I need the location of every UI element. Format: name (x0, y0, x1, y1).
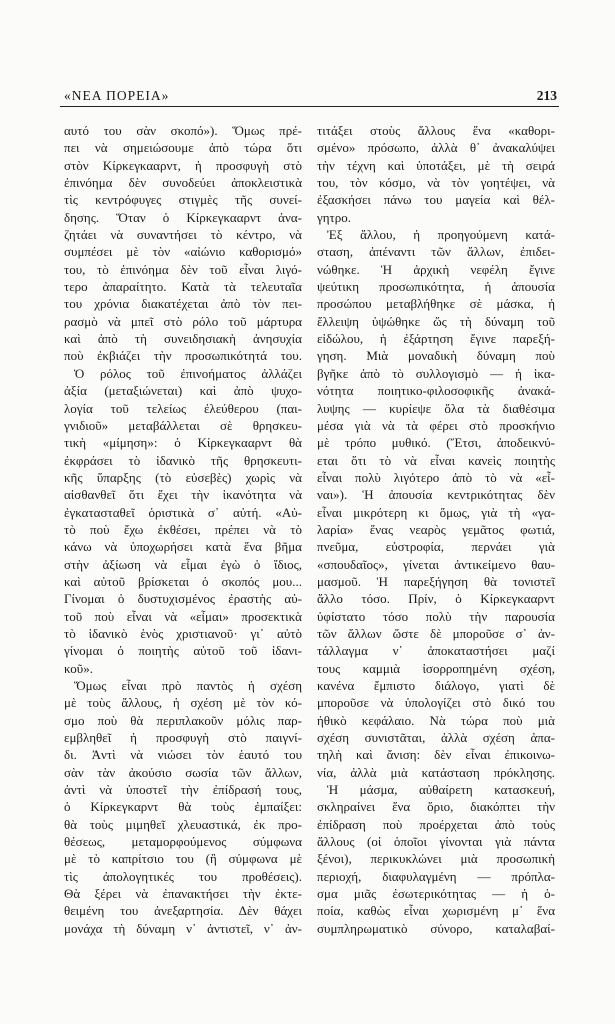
text-line: σκληραίνει ἕνα ὅριο, διακόπτει τὴν (317, 799, 555, 815)
text-line: ναι»). Ἡ ἀπουσία κεντρικότητας δὲν (317, 487, 555, 503)
text-line: γνιδιοῦ» μεταβάλλεται σὲ θρησκευ- (64, 417, 302, 433)
text-line: ξένοι), περικυκλώνει μιὰ προσωπικὴ (317, 851, 555, 867)
text-line: περιοχή, διαφυλαγμένη — πρόπλα- (317, 868, 555, 884)
text-line: βγῆκε ἀπὸ τὸ συλλογισμὸ — ἡ ἱκα- (317, 365, 555, 381)
text-line: λαρία» ἕνας νεαρὸς γεμᾶτος φωτιά, (317, 521, 555, 537)
text-line: θὰ τοὺς μιμηθεῖ χλευαστικά, ἐκ προ- (64, 816, 302, 832)
text-line: τους καμμιὰ ἰσορροπημένη σχέση, (317, 660, 555, 676)
right-text-column (317, 122, 555, 937)
text-line: ἀντὶ νὰ ὑποστεῖ τὴν ἐπίδρασή τους, (64, 782, 302, 798)
text-line: Ἐξ ἄλλου, ἡ προηγούμενη κατά- (327, 227, 555, 243)
text-line: ἄλλους (οἱ ὁποῖοι γίνονται γιὰ πάντα (317, 834, 555, 850)
text-line: τερο ἀπαραίτητο. Κατὰ τὰ τελευταῖα (64, 279, 302, 295)
text-line: στὴν ἀξίωση νὰ εἶμαι ἐγὼ ὁ ἴδιος, (64, 556, 302, 572)
text-line: ἔλλειψη ὑψώθηκε ὥς τὴ δύναμη τοῦ (317, 313, 555, 329)
text-line: γίνομαι ὁ ποιητὴς αὐτοῦ τοῦ ἰδανι- (64, 643, 302, 659)
text-line: τὶς ἀπολογητικές του προθέσεις). (64, 868, 302, 884)
page-number: 213 (536, 88, 557, 103)
text-line: κανένα ἔμπιστο διάλογο, γιατὶ δὲ (317, 678, 555, 693)
text-line: δησης. Ὅταν ὁ Κίρκεγκααρντ ἀνα- (64, 209, 302, 225)
text-line: θέσεως, μεταμορφούμενος σύμφωνα (64, 834, 302, 850)
text-line: Ὅμως εἶναι πρὸ παντὸς ἡ σχέση (74, 678, 302, 693)
text-line: του χρόνια διακατέχεται ἀπὸ τὸν πει- (64, 296, 302, 312)
text-line: ἐπινόημα δὲν συνοδεύει ἀποκλειστικὰ (64, 175, 302, 191)
text-line: λογία τοῦ τελείως ἐλεύθερου (παι- (64, 400, 302, 416)
text-line: εται ὅτι τὸ νὰ εἶναι κανεὶς ποιητὴς (317, 452, 555, 468)
text-line: ἀξία (μεταξιώνεται) καὶ ἀπὸ ψυχο- (64, 383, 302, 399)
text-line: ἐξασκήσει πάνω του μαγεία καὶ θέλ- (317, 192, 555, 208)
text-line: «σπουδαῖος», γίνεται ἀντικείμενο θαυ- (317, 556, 555, 572)
text-line: ἄλλο τόσο. Πρίν, ὁ Κίρκεγκααρντ (317, 591, 555, 607)
text-line: τὸ ποὺ ἔχω ἐκθέσει, πρέπει νὰ τὸ (64, 521, 302, 537)
text-line: κοῦ». (64, 660, 93, 676)
text-line: μὲ τρόπο μυθικό. (Ἔτσι, ἀποδεικνύ- (317, 435, 555, 451)
text-line: ἐγκατασταθεῖ ὁριστικὰ σ᾽ αὐτή. «Αὐ- (64, 504, 302, 520)
text-line: καὶ ἀπὸ τὴ συνειδησιακὴ ἀνησυχία (64, 331, 302, 347)
left-text-column (64, 122, 302, 937)
text-line: ζητάει νὰ συναντήσει τὸ κέντρο, νὰ (64, 227, 302, 243)
text-line: στὸν Κίρκεγκααρντ, ἡ προσφυγὴ στὸ (64, 157, 302, 173)
text-line: μὲ τὸ καπρίτσιο του (ἢ σύμφωνα μὲ (64, 851, 302, 867)
text-line: ἐπίδραση ποὺ προέρχεται ἀπὸ τοὺς (317, 816, 555, 832)
text-line: εἰδώλου, ἡ ἐξάρτηση ἔγινε παρεξή- (317, 331, 555, 347)
text-line: μέσα γιὰ νὰ τὰ φέρει στὸ προσκήνιο (317, 417, 555, 433)
text-line: τὸ ἰδανικὸ ἑνὸς χριστιανοῦ· γι᾽ αὐτὸ (64, 625, 302, 641)
running-header (64, 88, 557, 106)
text-line: νία, ἀλλὰ μιὰ κατάσταση πρόκλησης. (317, 764, 555, 780)
text-line: ποία, καθὼς εἶναι χωρισμένη μ᾽ ἕνα (317, 903, 555, 919)
text-line: τῶν ἄλλων ὥστε δὲ μποροῦσε σ᾽ ἀν- (317, 625, 555, 641)
text-line: προσώπου μεταβλήθηκε σὲ μάσκα, ἡ (317, 296, 555, 312)
header-rule (60, 106, 559, 107)
text-line: σμο ποὺ θὰ περιπλακοῦν μόλις παρ- (64, 712, 302, 728)
text-line: εἶναι πολὺ λιγότερο ἀπὸ τὸ νὰ «εἶ- (317, 469, 555, 485)
text-line: μὲ τοὺς ἄλλους, ἡ σχέση μὲ τὸν κό- (64, 695, 302, 711)
text-line: γητρο. (317, 209, 352, 225)
text-line: πει νὰ σημειώσουμε ἀπὸ τώρα ὅτι (64, 140, 302, 156)
text-line: εἶναι μικρότερη κι ὅμως, γιὰ τὴ «γα- (317, 504, 555, 520)
text-line: πνεῦμα, εὐστροφία, περνάει γιὰ (317, 539, 555, 555)
text-line: μασμοῦ. Ἡ παρεξήγηση θὰ τονιστεῖ (317, 573, 555, 589)
text-line: σταση, ἀπέναντι τῶν ἄλλων, ἐπιδει- (317, 244, 555, 260)
text-line: ρασμὸ νὰ μπεῖ στὸ ρόλο τοῦ μάρτυρα (64, 313, 302, 329)
text-line: τὴν τέχνη καὶ ὑποτάξει, μὲ τὴ σειρά (317, 157, 555, 173)
text-line: του, τὸν κόσμο, νὰ τὸν γοητέψει, νὰ (317, 175, 555, 191)
text-line: τηλὴ καὶ ἄνιση: δὲν εἶναι ἐπικοινω- (317, 747, 555, 763)
text-line: νότητα ποιητικο-φιλοσοφικῆς ἀνακά- (317, 383, 555, 399)
text-line: ὑφίστατο τόσο πολὺ τὴν παρουσία (317, 608, 555, 624)
text-line: αἰσθανθεῖ ὅτι ἔχει τὴν ἱκανότητα νὰ (64, 487, 302, 503)
text-line: θειμένη του ἀνεξαρτησία. Δὲν θάχει (64, 903, 302, 919)
text-line: λυψης — κυρίεψε ὅλα τὰ διαθέσιμα (317, 400, 555, 416)
text-line: ποὺ ἐκβιάζει τὴν προσωπικότητά του. (64, 348, 302, 364)
text-line: σὰν τὰν ἀκούσιο σωσία τῶν ἄλλων, (64, 764, 302, 780)
text-line: συμπληρωματικὸ σύνορο, καταλαβαί- (317, 920, 555, 936)
text-line: δι. Ἀντὶ νὰ νιώσει τὸν ἑαυτό του (64, 747, 302, 763)
text-line: μποροῦσε νὰ ὑπολογίζει στὸ δικό του (317, 695, 555, 711)
text-line: γηση. Μιὰ μοναδικὴ δύναμη ποὺ (317, 348, 555, 364)
text-line: συμπέσει μὲ τὸν «αἰώνιο καθορισμό» (64, 244, 302, 260)
text-line: νώθηκε. Ἡ ἀρχικὴ νεφέλη ἔγινε (317, 261, 555, 277)
text-line: ἠθικὸ κεφάλαιο. Νὰ τώρα ποὺ μιὰ (317, 712, 555, 728)
text-line: σμένο» πρόσωπο, ἀλλὰ θ᾽ ἀνακαλύψει (317, 140, 555, 156)
text-line: ἐκφράσει τὸ ἰδανικὸ τῆς θρησκευτι- (64, 452, 302, 468)
text-line: τιτάξει στοὺς ἄλλους ἕνα «καθορι- (317, 123, 555, 138)
text-line: κάνω νὰ ὑποχωρήσει κατὰ ἕνα βῆμα (64, 539, 302, 555)
journal-title: «ΝΕΑ ΠΟΡΕΙΑ» (64, 88, 170, 103)
text-line: Θὰ ξέρει νὰ ἐπανακτήσει τὴν ἐκτε- (64, 886, 302, 902)
text-line: ὁ Κίρκεγκαρντ θὰ τοὺς ἐμπαίξει: (64, 799, 302, 815)
text-line: τοῦ ποὺ εἶναι νὰ «εἶμαι» προσεκτικὰ (64, 608, 302, 624)
text-line: σχέση συνιστᾶται, ἀλλὰ σχέση ἀπα- (317, 730, 555, 746)
text-line: σμα μιᾶς ἐσωτερικότητας — ἡ ὁ- (317, 886, 555, 902)
text-line: αυτό του σὰν σκοπό»). Ὅμως πρέ- (64, 123, 302, 138)
text-line: ψεύτικη προσωπικότητα, ἡ ἀπουσία (317, 279, 555, 295)
text-line: εμβληθεῖ ἡ προσφυγὴ στὸ παιγνί- (64, 730, 302, 746)
text-line: του, τὸ ἐπινόημα δὲν τοῦ εἶναι λιγό- (64, 261, 302, 277)
text-line: Ἡ μάσμα, αὐθαίρετη κατασκευή, (327, 782, 555, 798)
text-line: καὶ αὐτοῦ βρίσκεται ὁ σκοπός μου... (64, 573, 302, 589)
text-line: Ὁ ρόλος τοῦ ἐπινοήματος ἀλλάζει (74, 365, 302, 381)
text-line: μονάχα τὴ δύναμη ν᾽ ἀντιστεῖ, ν᾽ ἀν- (64, 920, 302, 936)
text-line: Γίνομαι ὁ δυστυχισμένος ἐραστὴς αὐ- (64, 591, 302, 607)
text-line: τὶς κεντρόφυγες στιγμὲς τῆς συνεί- (64, 192, 302, 208)
text-line: κῆς ὕπαρξης (τὸ εὐσεβὲς) χωρὶς νὰ (64, 469, 302, 485)
text-line: τικὴ «μίμηση»: ὁ Κίρκεγκααρντ θὰ (64, 435, 302, 451)
text-line: τάλλαγμα ν᾽ ἀποκαταστήσει μαζί (317, 643, 555, 659)
